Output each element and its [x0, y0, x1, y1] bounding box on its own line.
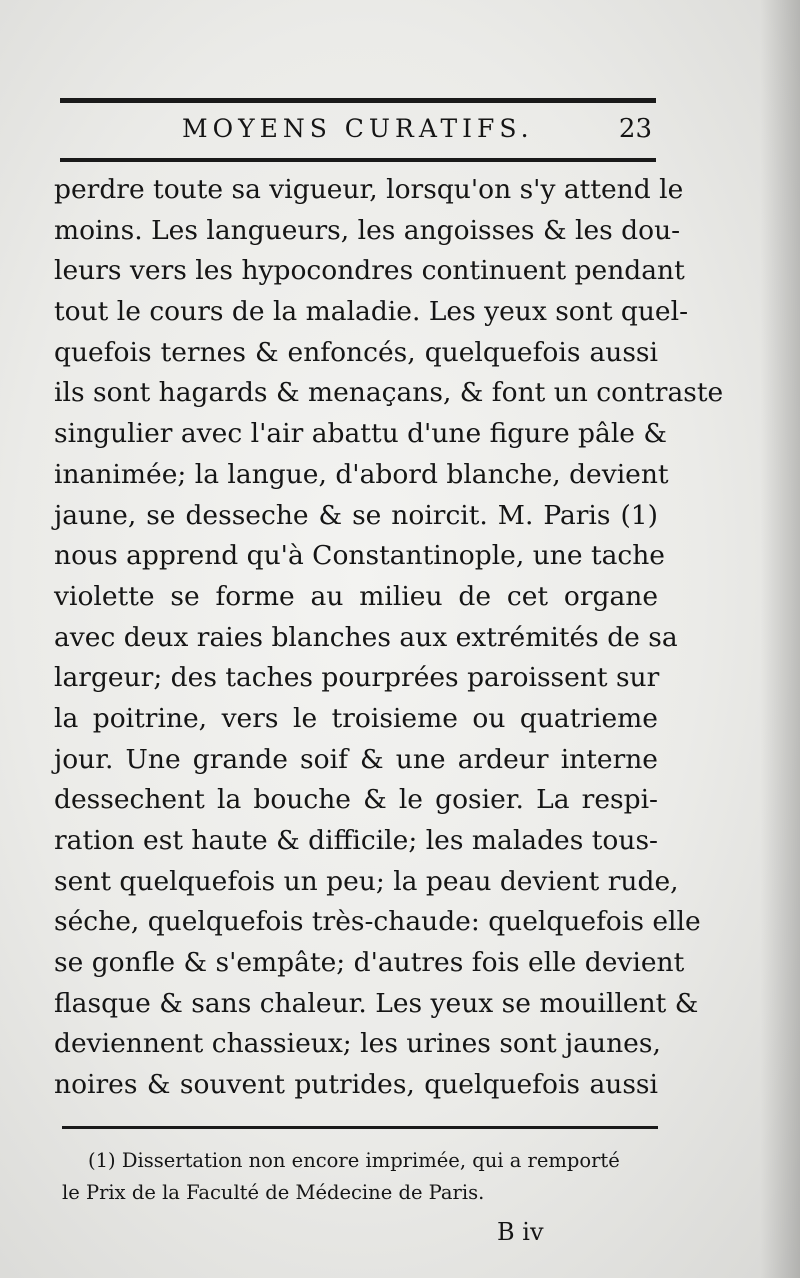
footnote-rule [62, 1126, 658, 1129]
text-line: jour. Une grande soif & une ardeur interne [54, 743, 658, 775]
text-line: sent quelquefois un peu; la peau devient rude, [54, 865, 679, 897]
header-top-rule [60, 98, 656, 103]
text-line: deviennent chassieux; les urines sont jaunes, [54, 1028, 661, 1060]
text-line: noires & souvent putrides, quelquefois aussi [54, 1069, 658, 1101]
text-line: nous apprend qu'à Constantinople, une tache [54, 540, 665, 572]
running-head [60, 112, 656, 150]
text-line: avec deux raies blanches aux extrémités de sa [54, 621, 678, 653]
text-line: séche, quelquefois très-chaude: quelquefois elle [54, 906, 701, 938]
text-line: perdre toute sa vigueur, lorsqu'on s'y attend le [54, 174, 684, 205]
footnote-line: le Prix de la Faculté de Médecine de Paris. [62, 1181, 485, 1204]
text-line: se gonfle & s'empâte; d'autres fois elle devient [54, 947, 685, 979]
text-line: ration est haute & difficile; les malades tous- [54, 825, 658, 856]
text-line: tout le cours de la maladie. Les yeux sont quel- [54, 296, 689, 328]
page-edge-shadow [760, 0, 800, 1278]
body-text [54, 170, 724, 1106]
text-line: ils sont hagards & menaçans, & font un contraste [54, 377, 724, 409]
text-line: violette se forme au milieu de cet organe [54, 580, 658, 612]
text-line: moins. Les langueurs, les angoisses & les dou- [54, 214, 681, 246]
page-number: 23 [618, 114, 652, 144]
text-line: flasque & sans chaleur. Les yeux se mouillent & [54, 987, 699, 1019]
text-line: inanimée; la langue, d'abord blanche, devient [54, 458, 669, 490]
text-line: singulier avec l'air abattu d'une figure pâle & [54, 418, 667, 450]
text-line: leurs vers les hypocondres continuent pendant [54, 255, 685, 287]
text-line: la poitrine, vers le troisieme ou quatrieme [54, 702, 658, 734]
text-line: largeur; des taches pourprées paroissent sur [54, 662, 660, 694]
footnote-line: (1) Dissertation non encore imprimée, qui a remporté [88, 1149, 620, 1172]
footnote [62, 1145, 662, 1209]
text-line: quefois ternes & enfoncés, quelquefois aussi [54, 336, 658, 368]
header-bottom-rule [60, 158, 656, 162]
signature-mark: B iv [497, 1218, 544, 1246]
text-line: dessechent la bouche & le gosier. La respi- [54, 784, 658, 816]
text-line: jaune, se desseche & se noircit. M. Paris (1) [54, 499, 658, 531]
running-head-title: MOYENS CURATIFS. [182, 114, 534, 143]
